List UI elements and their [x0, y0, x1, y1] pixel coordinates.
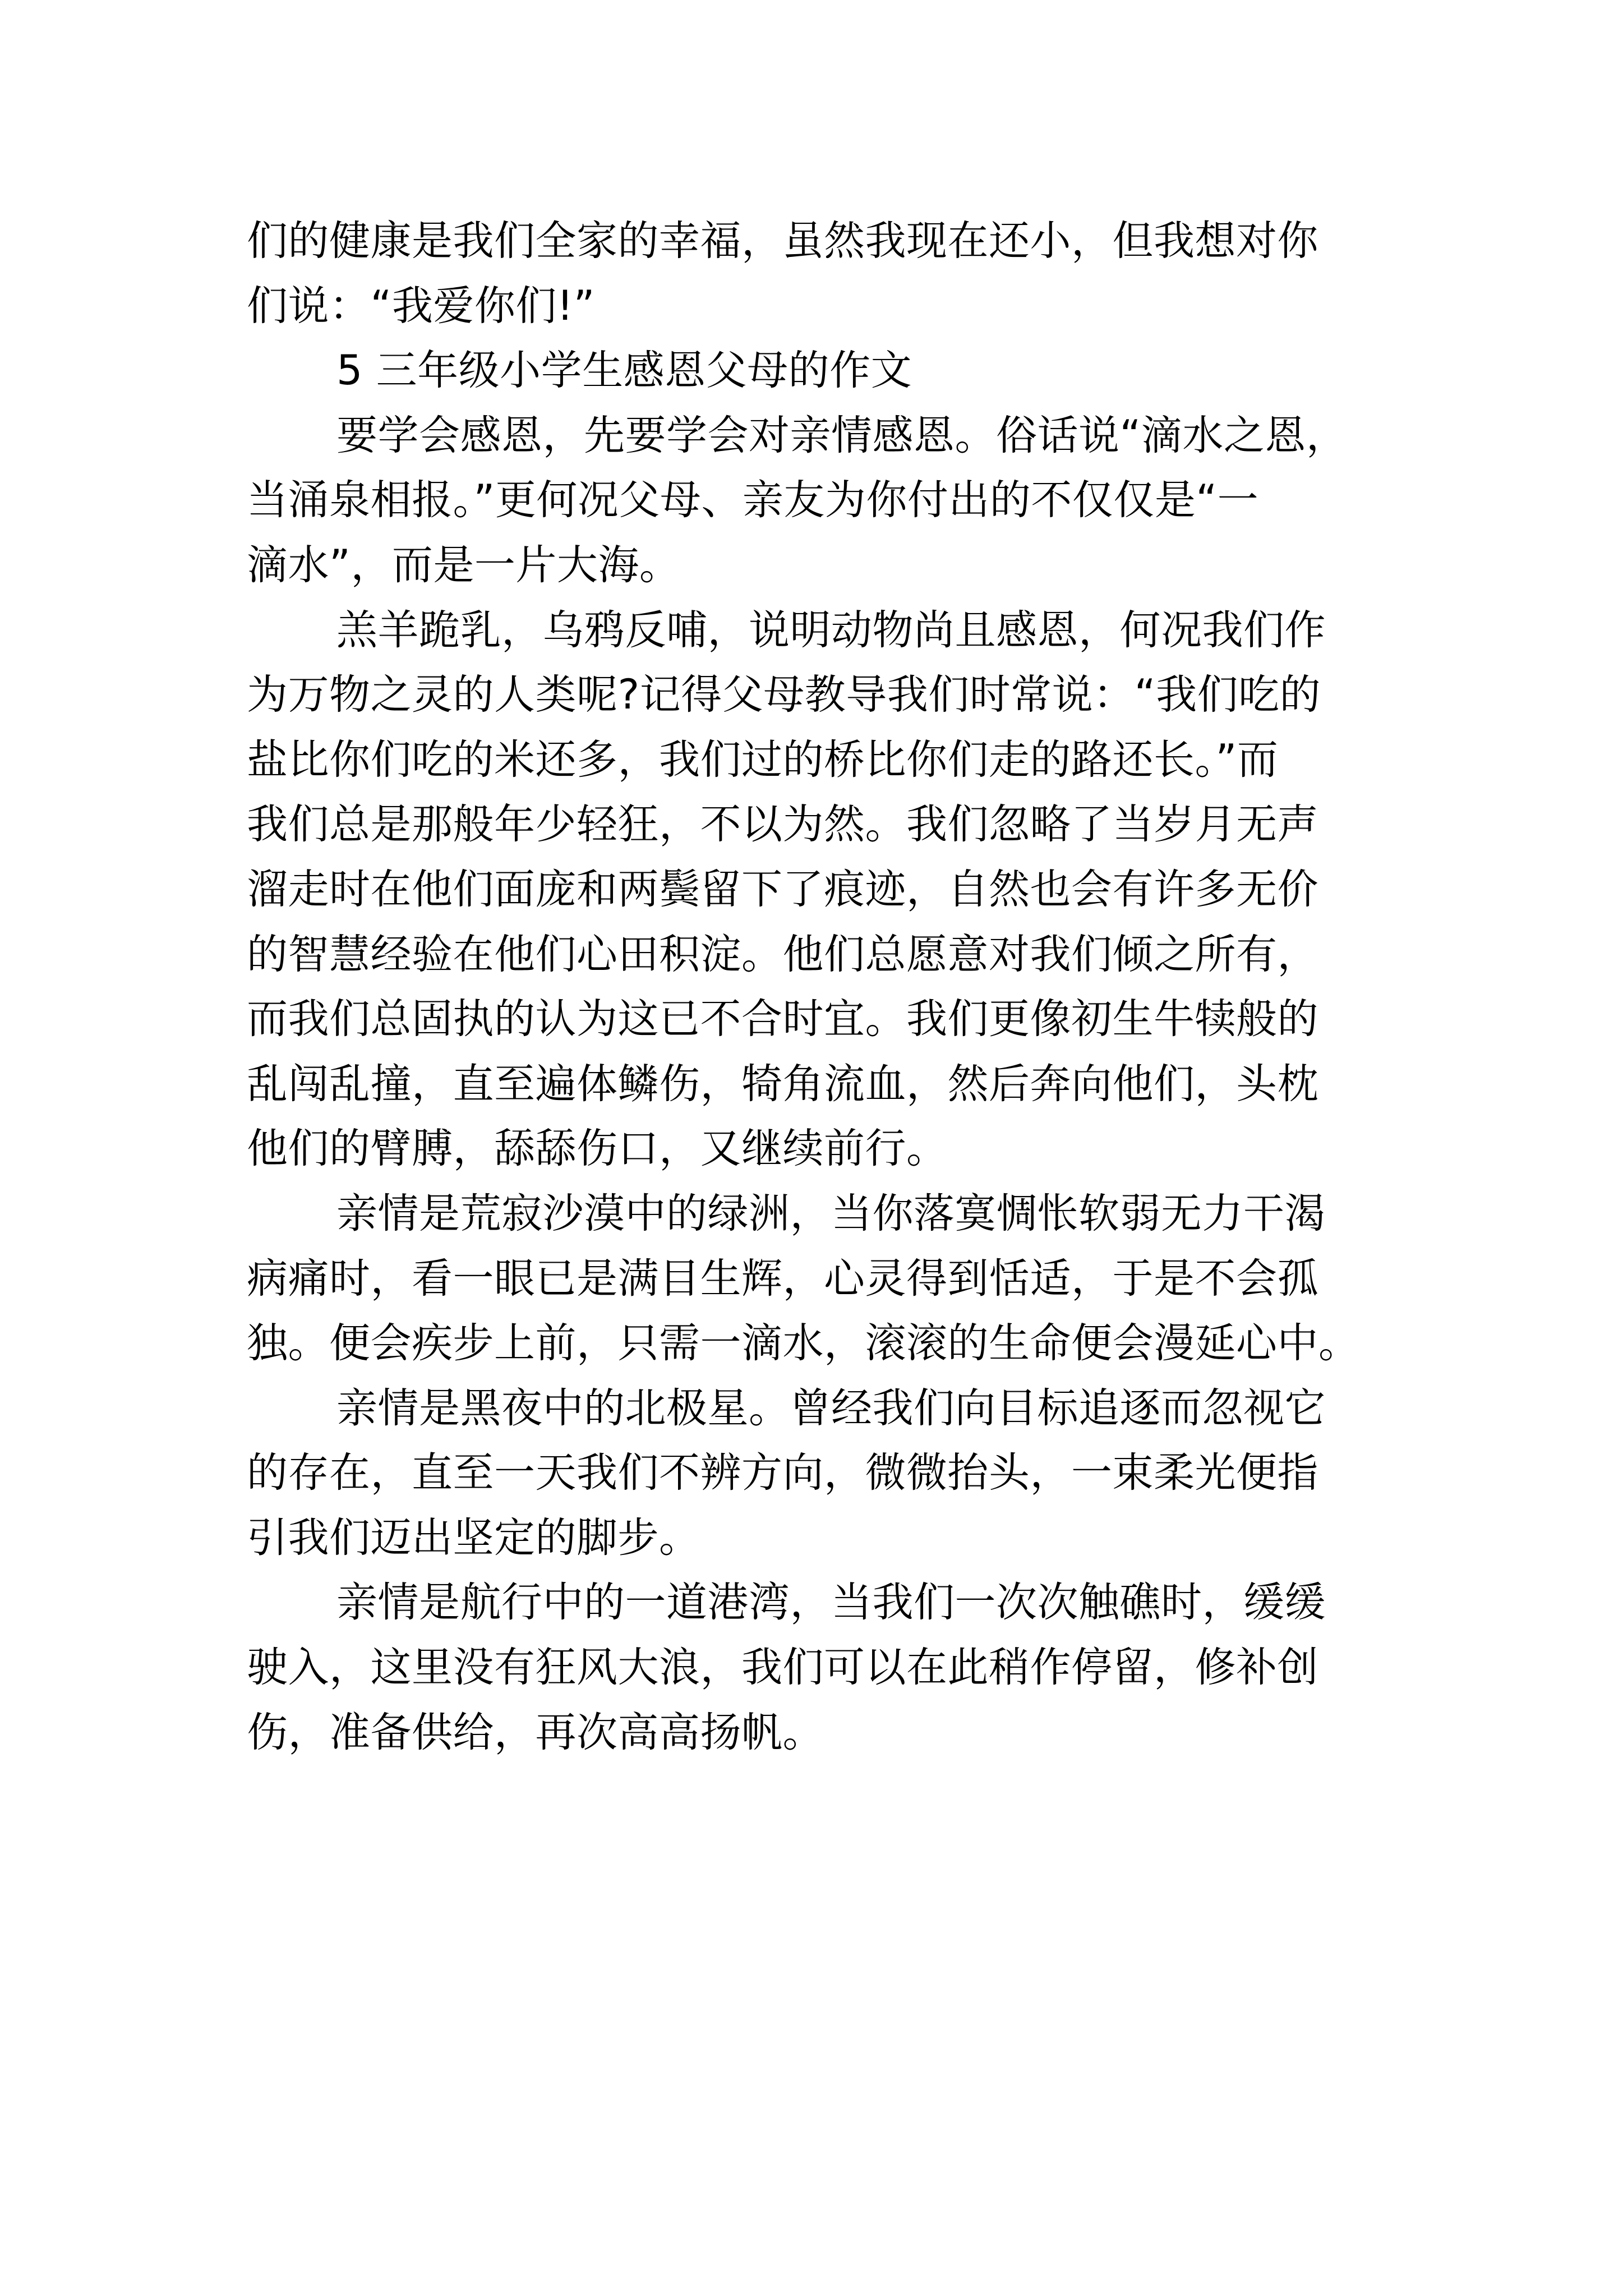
text-line: 驶入，这里没有狂风大浪，我们可以在此稍作停留，修补创	[247, 1644, 1318, 1692]
text-line: 病痛时，看一眼已是满目生辉，心灵得到恬适，于是不会孤	[247, 1254, 1318, 1303]
text-line: 我们总是那般年少轻狂，不以为然。我们忽略了当岁月无声	[247, 800, 1318, 849]
text-line: 们说：“我爱你们!”	[247, 282, 595, 330]
text-line: 为万物之灵的人类呢?记得父母教导我们时常说：“我们吃的	[247, 671, 1321, 719]
document-body	[247, 209, 1402, 1765]
paragraph-first-line: 亲情是黑夜中的北极星。曾经我们向目标追逐而忽视它	[336, 1384, 1326, 1432]
text-line: 们的健康是我们全家的幸福，虽然我现在还小，但我想对你	[247, 217, 1318, 265]
text-line: 滴水”，而是一片大海。	[247, 541, 681, 589]
text-line: 盐比你们吃的米还多，我们过的桥比你们走的路还长。”而	[247, 735, 1279, 784]
text-line: 当涌泉相报。”更何况父母、亲友为你付出的不仅仅是“一	[247, 476, 1259, 524]
text-line: 溜走时在他们面庞和两鬓留下了痕迹，自然也会有许多无价	[247, 865, 1318, 913]
text-line: 而我们总固执的认为这已不合时宜。我们更像初生牛犊般的	[247, 995, 1318, 1043]
text-line: 乱闯乱撞，直至遍体鳞伤，犄角流血，然后奔向他们，头枕	[247, 1060, 1318, 1108]
text-line: 引我们迈出坚定的脚步。	[247, 1513, 700, 1562]
text-line: 的智慧经验在他们心田积淀。他们总愿意对我们倾之所有，	[247, 930, 1318, 978]
section-heading: 5 三年级小学生感恩父母的作文	[336, 347, 912, 395]
paragraph-first-line: 亲情是航行中的一道港湾，当我们一次次触礁时，缓缓	[336, 1579, 1326, 1627]
paragraph-first-line: 亲情是荒寂沙漠中的绿洲，当你落寞惆怅软弱无力干渴	[336, 1189, 1326, 1237]
text-line: 独。便会疾步上前，只需一滴水，滚滚的生命便会漫延心中。	[247, 1319, 1360, 1368]
text-line: 伤，准备供给，再次高高扬帆。	[247, 1708, 824, 1756]
text-line: 的存在，直至一天我们不辨方向，微微抬头，一束柔光便指	[247, 1449, 1318, 1497]
text-line: 他们的臂膊，舔舔伤口，又继续前行。	[247, 1125, 948, 1173]
paragraph-first-line: 要学会感恩，先要学会对亲情感恩。俗话说“滴水之恩，	[336, 411, 1348, 459]
paragraph-first-line: 羔羊跪乳，乌鸦反哺，说明动物尚且感恩，何况我们作	[336, 606, 1326, 654]
